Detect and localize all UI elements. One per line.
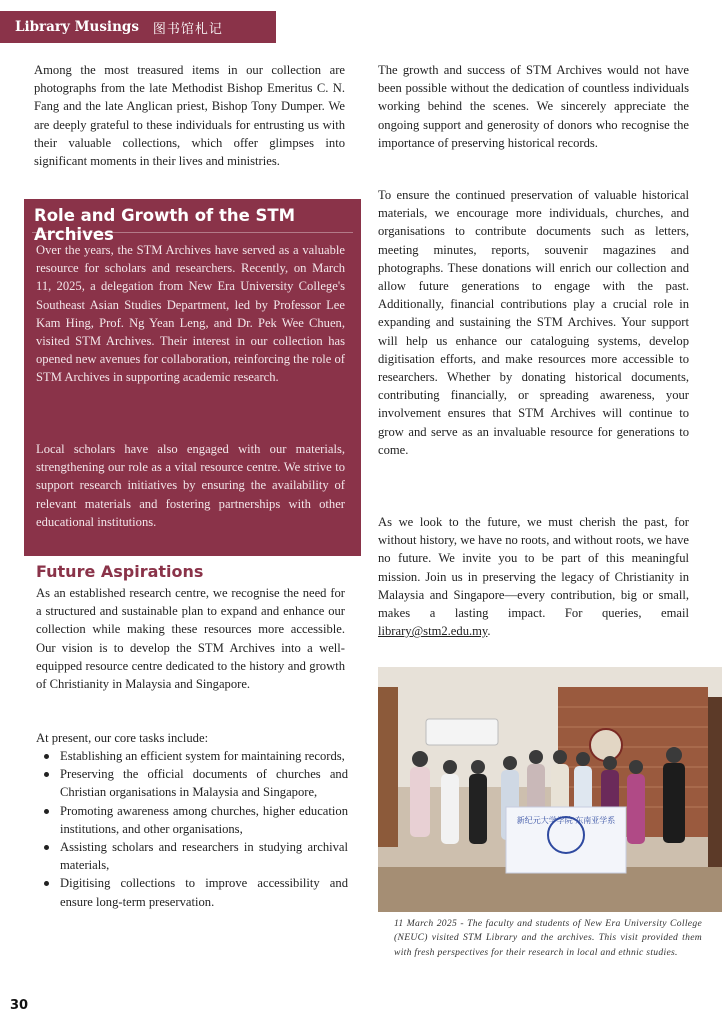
role-paragraph-1: Over the years, the STM Archives have served as a valuable resource for scholars and researchers. Recently, on March 11, 2025, a delegation from New Era University College's Southeast Asian Studies Department, led by Professor Lee Kam Hing, Prof. Ng Yean Leng, and Dr. Pek Wee Chuen, visited STM Archives. Their interest in our collection has opened new avenues for collaboration, reinforcing the role of STM Archives in supporting academic research. [36, 243, 345, 385]
closing-text: As we look to the future, we must cherish the past, for without history, we have no roots, and without roots, we have no future. We invite you to be part of this meaningful mission. Join us in preserving the legacy of Christianity in Malaysia and Singapore—every contribution, big or small, makes a lasting impact. For queries, email [378, 515, 689, 621]
list-item: Digitising collections to improve accessibility and ensure long-term preservation. [36, 874, 348, 910]
core-tasks-list [36, 747, 348, 911]
list-item: Establishing an efficient system for maintaining records, [36, 747, 348, 765]
role-paragraph-2: Local scholars have also engaged with our materials, strengthening our role as a vital resource centre. We strive to support research initiatives by ensuring the availability of relevant materials and fostering partnerships with other educational institutions. [36, 442, 345, 529]
right-paragraph-3 [378, 513, 689, 640]
right-paragraph-1: The growth and success of STM Archives would not have been possible without the dedication of countless individuals working behind the scenes. We sincerely appreciate the ongoing support and generosity of donors who recognise the importance of preserving historical records. [378, 63, 689, 150]
photo-banner-text: 新纪元大学学院 东南亚学系 [516, 816, 616, 825]
future-paragraph-2: At present, our core tasks include: [36, 731, 209, 745]
group-photo [378, 667, 722, 912]
future-section-title: Future Aspirations [36, 562, 204, 581]
photo-caption: 11 March 2025 - The faculty and students of New Era University College (NEUC) visited STM Library and the archives. This visit provided them with fresh perspectives for their research in local and ethnic studies. [394, 918, 702, 958]
right-paragraph-2: To ensure the continued preservation of valuable historical materials, we encourage more individuals, churches, and organisations to contribute documents such as letters, meeting minutes, reports, souvenir magazines and photographs. These donations will enrich our collection and allow future generations to engage with the past. Additionally, financial contributions play a crucial role in expanding and sustaining the STM Archives. Your support will help us enhance our cataloguing systems, develop digitisation efforts, and make resources more accessible to researchers. Whether by donating historical documents, contributing financially, or spreading awareness, your involvement ensures that STM Archives will continue to grow and serve as an invaluable resource for generations to come. [378, 188, 689, 457]
future-paragraph-1: As an established research centre, we recognise the need for a structured and sustainable plan to expand and enhance our collection while making these resources more accessible. Our vision is to develop the STM Archives into a well-equipped resource centre dedicated to the history and growth of Christianity in Malaysia and Singapore. [36, 586, 345, 692]
email-link[interactable]: library@stm2.edu.my [378, 624, 488, 639]
role-section-title: Role and Growth of the STM Archives [34, 206, 296, 244]
list-item: Assisting scholars and researchers in studying archival materials, [36, 838, 348, 874]
section-header [0, 11, 276, 43]
list-item: Preserving the official documents of churches and Christian organisations in Malaysia and Singapore, [36, 765, 348, 801]
page-number: 30 [10, 998, 29, 1013]
list-item: Promoting awareness among churches, higher education institutions, and other organisations, [36, 802, 348, 838]
email-suffix: . [487, 624, 491, 639]
header-title-cn: 图书馆札记 [152, 21, 223, 37]
header-title: Library Musings [15, 19, 139, 35]
intro-paragraph: Among the most treasured items in our collection are photographs from the late Methodist Bishop Emeritus C. N. Fang and the late Anglican priest, Bishop Tony Dumper. We are deeply grateful to these individuals for entrusting us with their valuable collections, which offer glimpses into significant moments in their lives and ministries. [34, 63, 345, 169]
